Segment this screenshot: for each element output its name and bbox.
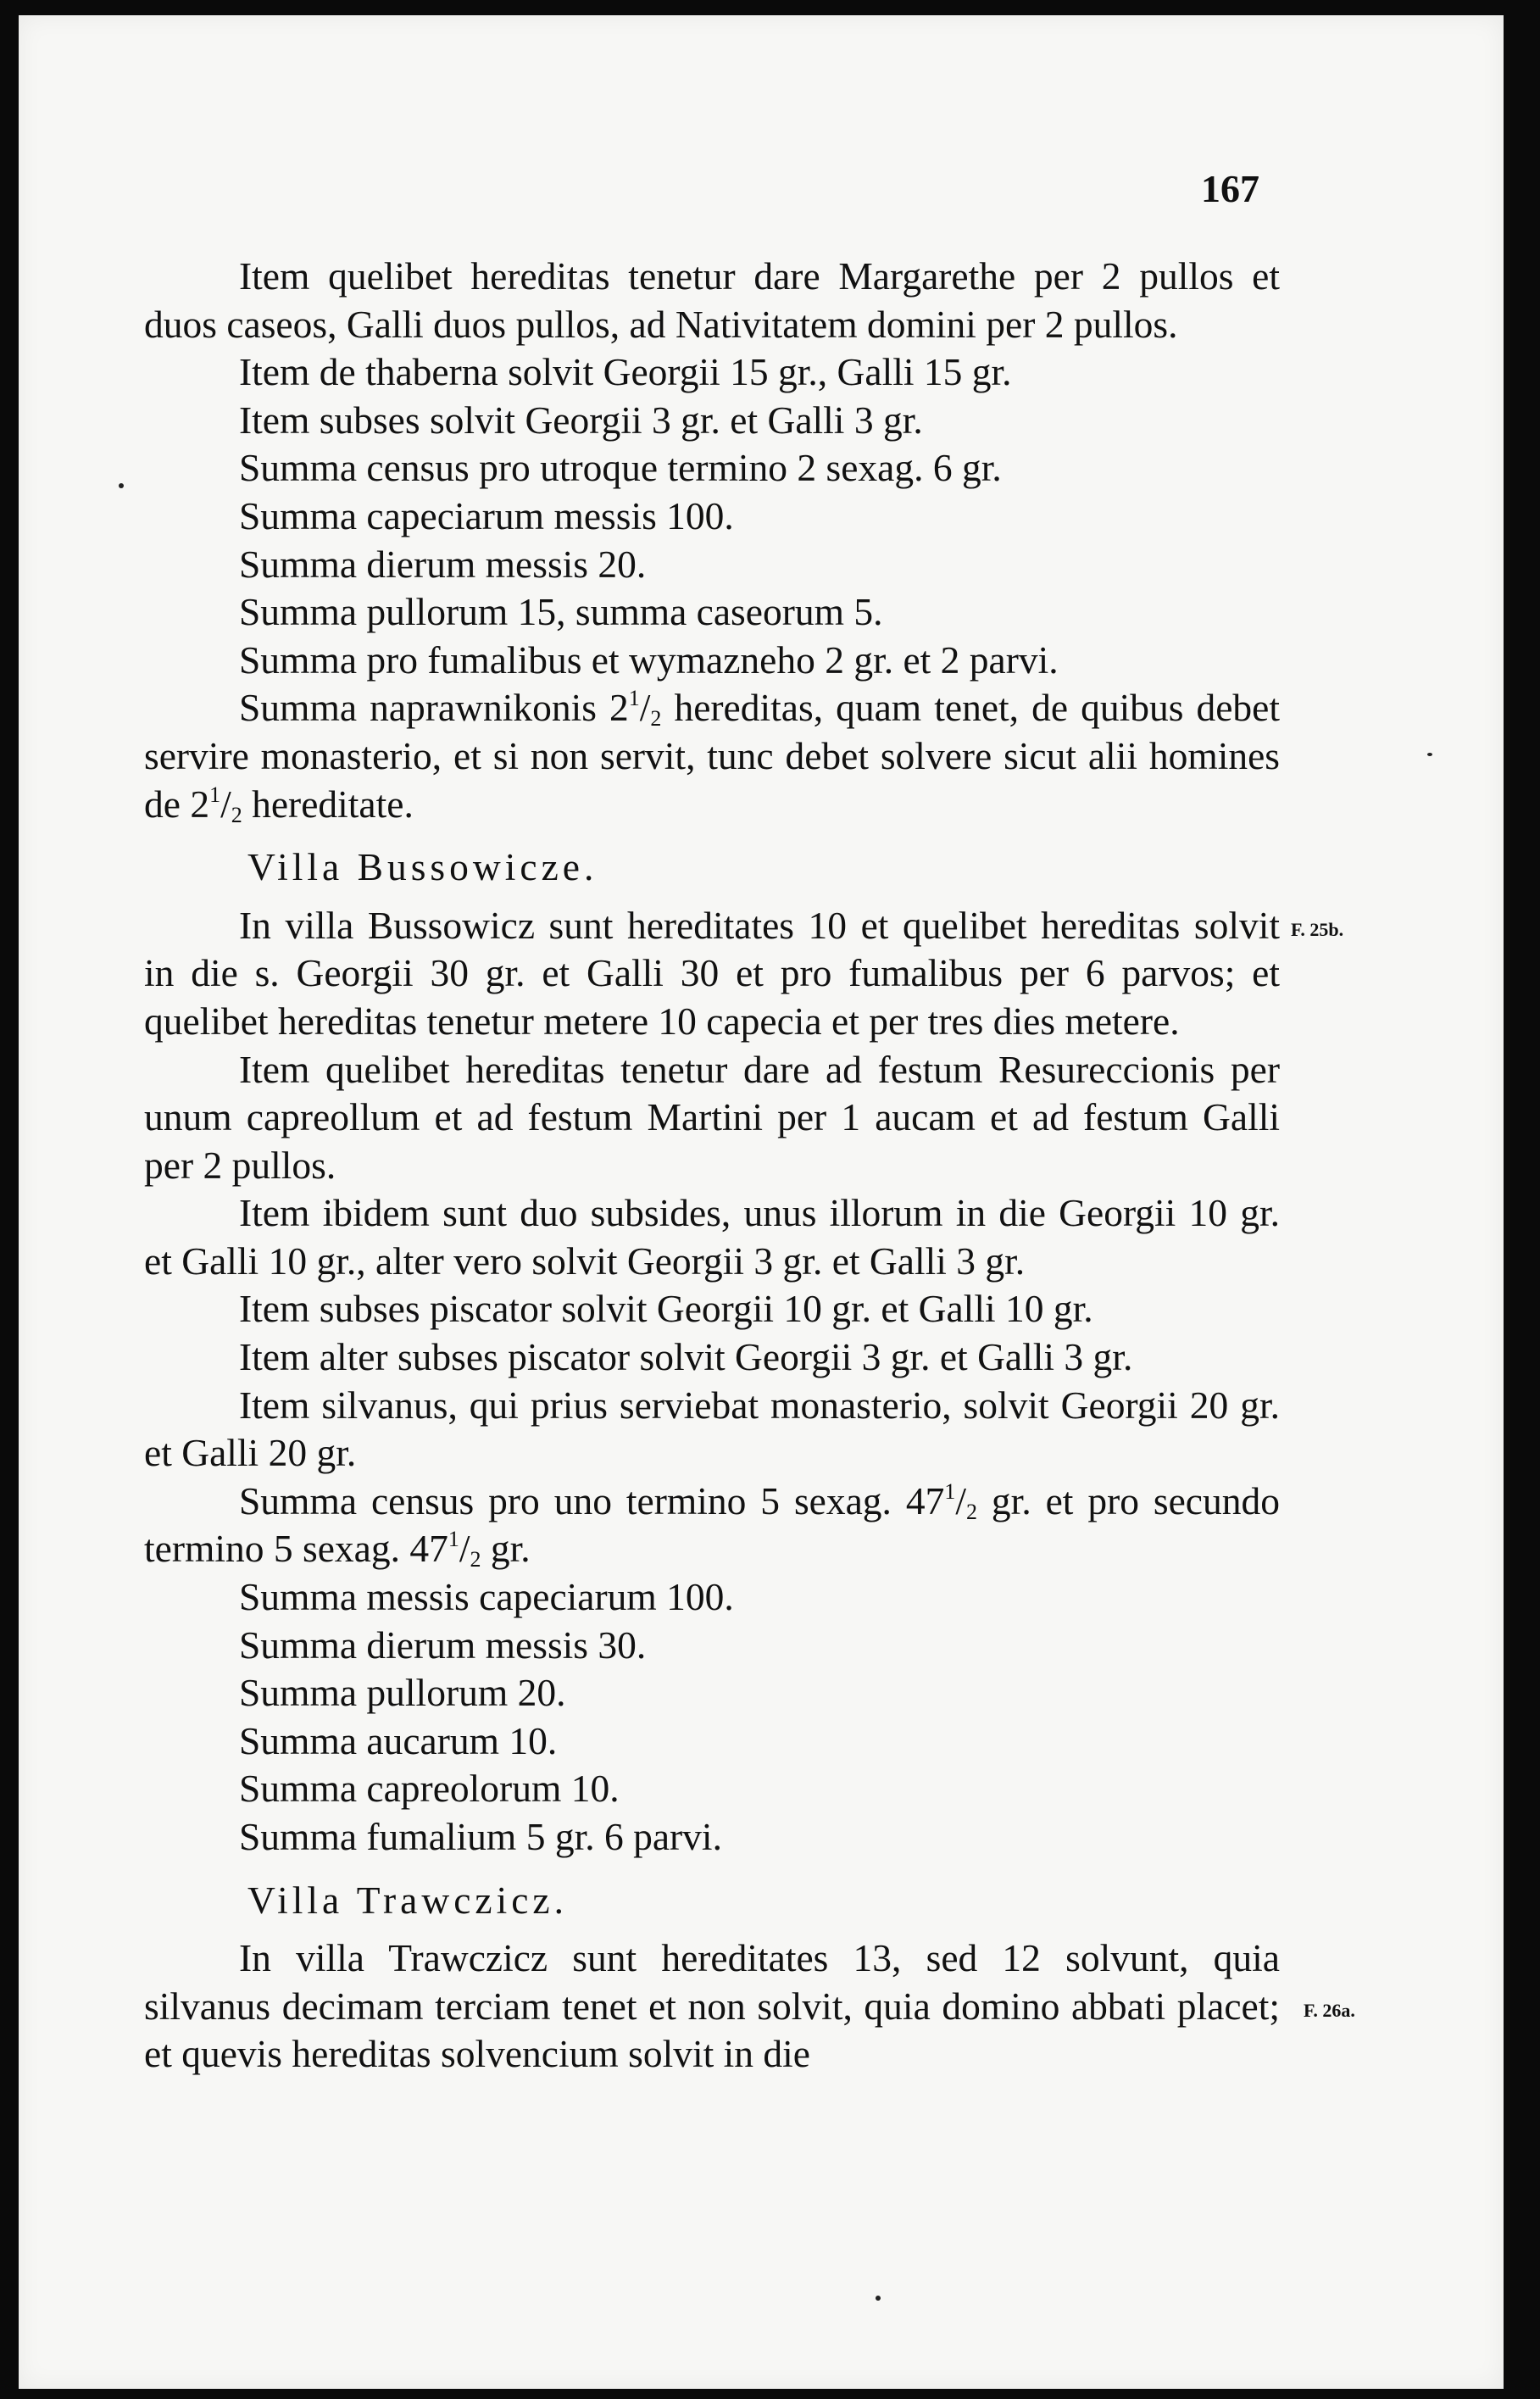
paragraph: Summa census pro uno termino 5 sexag. $47^1/_2$ gr. et pro secundo termino 5 sexag. $47^1/_2$ gr. [144, 1478, 1281, 1572]
paragraph: Summa pullorum 20. [239, 1671, 566, 1715]
fraction-numerator: 1 [209, 782, 221, 807]
paragraph: Summa capeciarum messis 100. [239, 493, 734, 537]
paragraph: Summa capreolorum 10. [239, 1767, 620, 1811]
fraction-denominator: 2 [650, 706, 662, 732]
text-run: hereditate. [242, 782, 414, 826]
paragraph: Summa naprawnikonis $2^1/_2$ hereditas, quam tenet, de quibus debet servire monasterio, et si non servit, tunc debet solvere sicut alii homines de $2^1/_2$ hereditate. [144, 686, 1280, 827]
body-text [144, 253, 1280, 2079]
section-heading: Villa Bussowicze. [247, 845, 598, 889]
speck-mark [876, 2296, 881, 2301]
margin-note-folio-26a: F. 26a. [1304, 2000, 1355, 2021]
paragraph: Summa dierum messis 30. [239, 1623, 647, 1667]
page-number: 167 [1201, 167, 1259, 210]
margin-note-folio-25b: F. 25b. [1291, 919, 1344, 940]
fraction-denominator: 2 [966, 1499, 978, 1524]
paragraph: Item subses solvit Georgii 3 gr. et Galli 3 gr. [239, 398, 923, 442]
paragraph: Summa pullorum 15, summa caseorum 5. [239, 590, 883, 634]
paragraph: Item alter subses piscator solvit Georgii 3 gr. et Galli 3 gr. [239, 1335, 1133, 1379]
paragraph: Item quelibet hereditas tenetur dare Margarethe per 2 pullos et duos caseos, Galli duos pullos, ad Nativitatem domini per 2 pullos. [144, 254, 1280, 346]
paragraph: Item de thaberna solvit Georgii 15 gr., Galli 15 gr. [239, 350, 1012, 394]
paragraph: Summa aucarum 10. [239, 1718, 558, 1762]
paragraph: In villa Bussowicz sunt hereditates 10 et quelibet hereditas solvit in die s. Georgii 30 gr. et Galli 30 et pro fumalibus per 6 parvos; et quelibet hereditas tenetur metere 10 capecia et per tres dies metere. [144, 903, 1280, 1043]
paragraph: Summa fumalium 5 gr. 6 parvi. [239, 1815, 722, 1858]
paragraph: Summa dierum messis 20. [239, 542, 647, 586]
paragraph: In villa Trawczicz sunt hereditates 13, sed 12 solvunt, quia silvanus decimam terciam tenet et non solvit, quia domino abbati placet; et quevis hereditas solvencium solvit in die [144, 1936, 1280, 2076]
paragraph: Item quelibet hereditas tenetur dare ad festum Resureccionis per unum capreollum et ad festum Martini per 1 aucam et ad festum Galli per 2 pullos. [144, 1047, 1280, 1187]
paragraph: Summa messis capeciarum 100. [239, 1575, 734, 1619]
text-run: hereditas, quam tenet, de quibus debet servire monasterio, et si non servit, tunc debet solvere sicut alii homines de 2 [144, 686, 1280, 826]
fraction-numerator: 1 [448, 1527, 459, 1552]
paragraph: Summa pro fumalibus et wymazneho 2 gr. et 2 parvi. [239, 637, 1059, 682]
text-run: Summa census pro uno termino 5 sexag. 47 [239, 1478, 945, 1522]
paragraph: Item subses piscator solvit Georgii 10 gr. et Galli 10 gr. [239, 1287, 1093, 1331]
section-heading: Villa Trawczicz. [247, 1878, 568, 1922]
paragraph: Summa census pro utroque termino 2 sexag. 6 gr. [239, 446, 1002, 490]
text-run: Summa naprawnikonis 2 [239, 686, 629, 730]
text-run: gr. et pro secundo termino 5 sexag. 47 [144, 1478, 1281, 1571]
fraction-denominator: 2 [231, 802, 242, 827]
fraction-denominator: 2 [470, 1547, 481, 1572]
book-page [19, 15, 1504, 2389]
text-run: gr. [481, 1527, 531, 1571]
speck-mark [119, 483, 124, 488]
paragraph: Item silvanus, qui prius serviebat monasterio, solvit Georgii 20 gr. et Galli 20 gr. [144, 1383, 1280, 1475]
paragraph: Item ibidem sunt duo subsides, unus illorum in die Georgii 10 gr. et Galli 10 gr., alter vero solvit Georgii 3 gr. et Galli 3 gr. [144, 1191, 1280, 1283]
fraction-numerator: 1 [944, 1478, 956, 1504]
fraction-numerator: 1 [628, 686, 640, 711]
speck-mark [1427, 753, 1432, 756]
